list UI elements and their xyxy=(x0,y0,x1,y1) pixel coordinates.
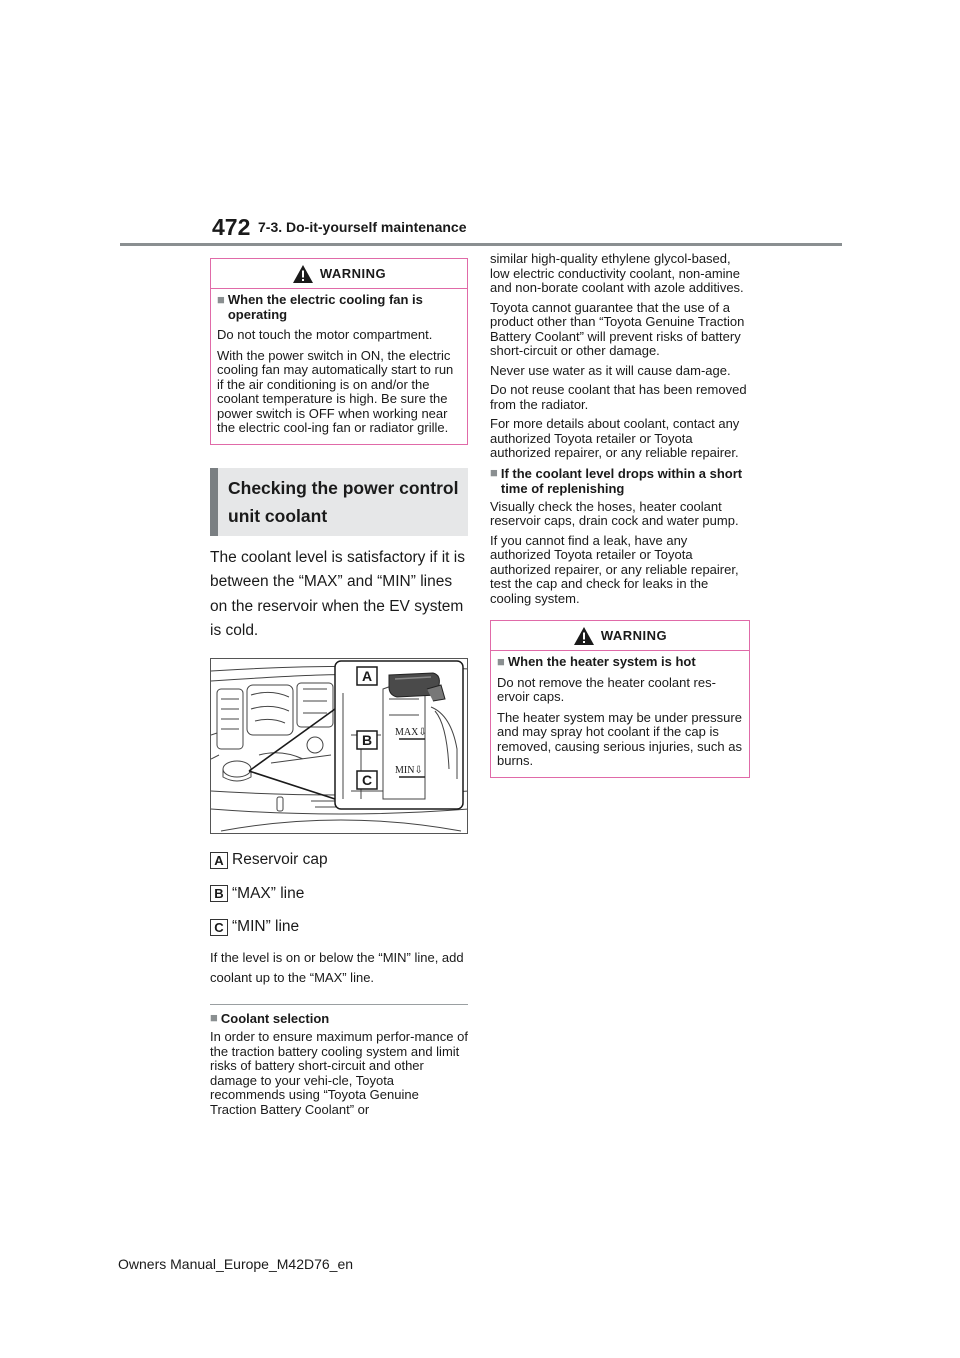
callout-b-label: B xyxy=(361,731,373,748)
square-bullet-icon: ■ xyxy=(490,464,498,480)
right-column xyxy=(490,252,750,778)
footer-text: Owners Manual_Europe_M42D76_en xyxy=(118,1256,354,1272)
warning-paragraph: Do not touch the motor compartment. xyxy=(217,327,433,342)
legend-letter: C xyxy=(210,919,228,936)
warning-header xyxy=(491,621,749,651)
section-title: 7-3. Do-it-yourself maintenance xyxy=(258,219,467,235)
callout-a-label: A xyxy=(361,667,373,684)
callout-b xyxy=(357,731,377,749)
legend-text: “MIN” line xyxy=(232,918,300,936)
callout-c xyxy=(357,771,377,789)
coolant-drop-body xyxy=(490,500,750,607)
legend-letter: B xyxy=(210,885,228,902)
coolant-paragraph: Toyota cannot guarantee that the use of a product other than “Toyota Genuine Traction Battery Coolant” will prevent risks of battery short-circuit or other damage. xyxy=(490,299,745,358)
warning-subtitle: ■ When the heater system is hot xyxy=(497,654,696,669)
section-heading-line-1: Checking the power control xyxy=(228,477,459,498)
warning-paragraph: Do not remove the heater coolant res-ervoir caps. xyxy=(497,674,716,704)
min-mark: MIN⇩ xyxy=(395,764,423,776)
warning-triangle-icon xyxy=(292,264,314,284)
left-column xyxy=(210,258,468,1122)
callout-a xyxy=(357,667,377,685)
warning-label: WARNING xyxy=(319,266,387,281)
legend-item xyxy=(210,877,468,911)
square-bullet-icon: ■ xyxy=(210,1010,218,1025)
coolant-selection-title: ■ Coolant selection xyxy=(210,1010,330,1026)
legend-text: Reservoir cap xyxy=(232,851,328,869)
coolant-drop-title: ■ If the coolant level drops within a short time of replenishing xyxy=(490,464,743,496)
legend-text: “MAX” line xyxy=(232,884,305,902)
legend-item xyxy=(210,844,468,878)
coolant-paragraph: similar high-quality ethylene glycol-based, low electric conductivity coolant, non-amine and non-borate coolant with azole additives. xyxy=(490,251,744,295)
square-bullet-icon: ■ xyxy=(217,292,225,307)
page-number: 472 xyxy=(212,214,251,240)
legend-letter: A xyxy=(210,852,228,869)
legend-item xyxy=(210,911,468,945)
level-note: If the level is on or below the “MIN” line, add coolant up to the “MAX” line. xyxy=(210,950,464,985)
warning-header xyxy=(211,259,467,289)
max-mark: MAX⇩ xyxy=(395,726,427,738)
engine-compartment-illustration xyxy=(210,658,468,834)
coolant-paragraph: Never use water as it will cause dam-age. xyxy=(490,362,731,378)
warning-paragraph: The heater system may be under pressure and may spray hot coolant if the cap is removed, causing serious injuries, such as burns. xyxy=(497,709,742,768)
section-heading-line-2: unit coolant xyxy=(228,505,328,526)
divider xyxy=(210,1004,468,1005)
figure-legend xyxy=(210,844,468,945)
warning-body xyxy=(211,289,467,444)
engine-illustration-svg xyxy=(211,659,468,834)
warning-box-heater xyxy=(490,620,750,778)
coolant-selection-text: In order to ensure maximum perfor-mance of the traction battery cooling system and limit risks of battery short-circuit and other damage to your vehi-cle, Toyota recommends using “Toyota Genuine Traction Battery Coolant” or xyxy=(210,1029,468,1117)
intro-paragraph: The coolant level is satisfactory if it is between the “MAX” and “MIN” lines on the reservoir when the EV system is cold. xyxy=(210,548,465,639)
warning-triangle-icon xyxy=(573,626,595,646)
warning-label: WARNING xyxy=(600,628,668,643)
header-rule xyxy=(120,243,842,246)
warning-paragraph: With the power switch in ON, the electric cooling fan may automatically start to run if the air conditioning is on and/or the coolant temperature is high. Be sure the power switch is OFF when working near the electric cool-ing fan or radiator grille. xyxy=(217,347,454,435)
coolant-drop-paragraph: Visually check the hoses, heater coolant reservoir caps, drain cock and water pump. xyxy=(490,498,739,528)
square-bullet-icon: ■ xyxy=(497,654,505,669)
section-heading xyxy=(210,468,468,536)
coolant-details xyxy=(490,252,750,461)
warning-body xyxy=(491,651,749,777)
coolant-paragraph: Do not reuse coolant that has been removed from the radiator. xyxy=(490,382,747,412)
coolant-drop-paragraph: If you cannot find a leak, have any authorized Toyota retailer or Toyota authorized repairer, or any reliable repairer, test the cap and check for leaks in the cooling system. xyxy=(490,532,739,606)
coolant-selection-body xyxy=(210,1030,468,1117)
callout-c-label: C xyxy=(361,771,373,788)
coolant-paragraph: For more details about coolant, contact any authorized Toyota retailer or Toyota authorized repairer, or any reliable repairer. xyxy=(490,416,740,460)
warning-subtitle: ■ When the electric cooling fan is operating xyxy=(217,292,423,322)
warning-box-cooling-fan xyxy=(210,258,468,445)
